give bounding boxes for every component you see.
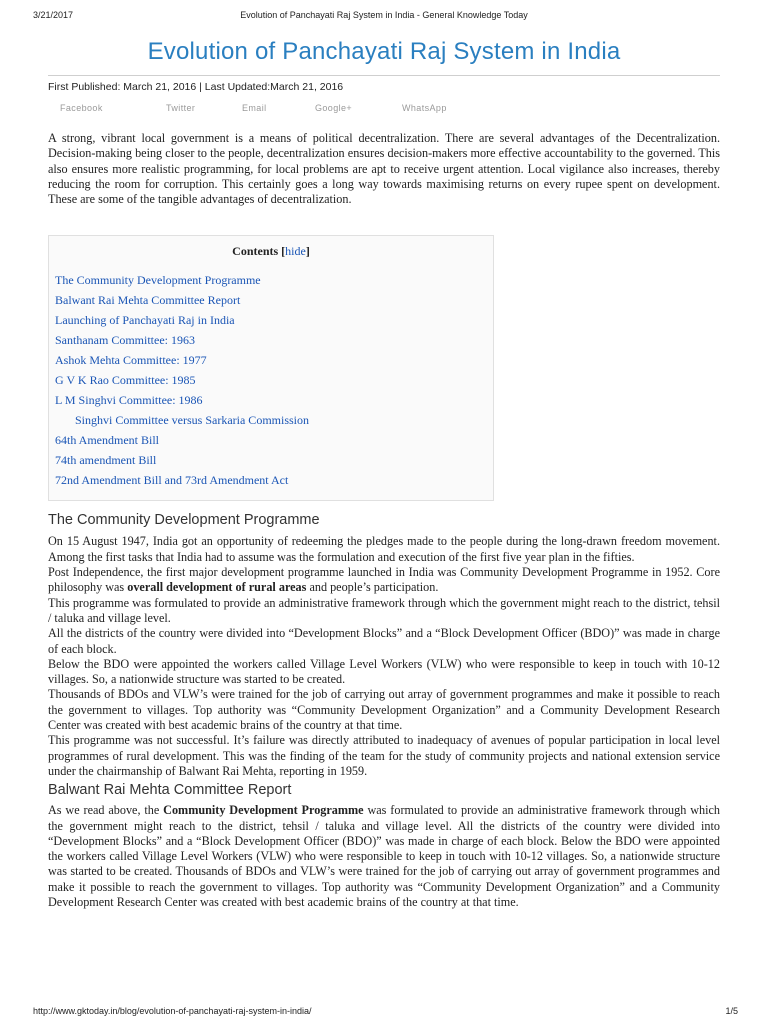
article-title: Evolution of Panchayati Raj System in India: [147, 38, 621, 65]
text-run: Post Independence, the first major development programme launched in India was Community Development Programme in 1952. Core philosophy was: [48, 565, 720, 595]
toc-link-ashok-mehta-committee[interactable]: Ashok Mehta Committee: 1977: [55, 353, 207, 368]
title-divider: [48, 75, 720, 76]
print-page-title: Evolution of Panchayati Raj System in India - General Knowledge Today: [240, 10, 528, 20]
toc-hide-link[interactable]: hide: [285, 244, 306, 259]
toc-link-community-development[interactable]: The Community Development Programme: [55, 273, 261, 288]
page-number: 1/5: [725, 1006, 738, 1016]
toc-link-launching-panchayati-raj[interactable]: Launching of Panchayati Raj in India: [55, 313, 235, 328]
section-balwant-rai-mehta: [48, 780, 720, 910]
text-run: As we read above, the: [48, 803, 164, 818]
toc-link-64th-amendment[interactable]: 64th Amendment Bill: [55, 433, 159, 448]
toc-bracket-open: [: [281, 244, 286, 259]
toc-link-singhvi-vs-sarkaria[interactable]: Singhvi Committee versus Sarkaria Commission: [75, 413, 309, 428]
share-bar: [48, 103, 720, 119]
publish-meta: First Published: March 21, 2016 | Last Updated:March 21, 2016: [48, 81, 344, 93]
share-facebook-link[interactable]: Facebook: [60, 103, 103, 113]
toc-heading: Contents: [232, 244, 279, 259]
section-paragraph: [48, 803, 720, 910]
print-date: 3/21/2017: [33, 10, 74, 20]
print-url: http://www.gktoday.in/blog/evolution-of-panchayati-raj-system-in-india/: [33, 1006, 312, 1016]
section-paragraph: This programme was not successful. It’s failure was directly attributed to inadequacy of avenues of popular participation in local level programmes of rural development. This was the finding of the team for the study of community projects and national extension service under the chairmanship of Balwant Rai Mehta, reporting in 1959.: [48, 733, 720, 778]
table-of-contents: [48, 235, 494, 501]
share-googleplus-link[interactable]: Google+: [315, 103, 353, 113]
section-paragraph: All the districts of the country were divided into “Development Blocks” and a “Block Development Officer (BDO)” was made in charge of each block.: [48, 626, 720, 656]
bold-text: overall development of rural areas: [127, 580, 307, 595]
toc-link-74th-amendment[interactable]: 74th amendment Bill: [55, 453, 157, 468]
toc-link-lm-singhvi-committee[interactable]: L M Singhvi Committee: 1986: [55, 393, 203, 408]
print-footer: [0, 1000, 768, 1024]
toc-link-santhanam-committee[interactable]: Santhanam Committee: 1963: [55, 333, 195, 348]
section-heading: The Community Development Programme: [48, 512, 320, 529]
toc-list: [49, 270, 493, 490]
toc-link-72nd-73rd-amendment[interactable]: 72nd Amendment Bill and 73rd Amendment Act: [55, 473, 289, 488]
toc-bracket-close: ]: [305, 244, 310, 259]
intro-paragraph: A strong, vibrant local government is a means of political decentralization. There are several advantages of the Decentralization. Decision-making being closer to the people, decentralization ensures decision-makers more effective accountability to the governed. This also ensures more realistic programming, for local problems are apt to receive urgent attention. Local vigilance also increases, thereby reducing the room for corruption. This certainly goes a long way towards maximising returns on every rupee spent on development. These are some of the tangible advantages of decentralization.: [48, 131, 720, 207]
share-email-link[interactable]: Email: [242, 103, 267, 113]
print-header: [0, 0, 768, 22]
toc-link-balwant-rai-mehta[interactable]: Balwant Rai Mehta Committee Report: [55, 293, 241, 308]
section-heading: Balwant Rai Mehta Committee Report: [48, 782, 292, 799]
article: [48, 36, 720, 910]
share-twitter-link[interactable]: Twitter: [166, 103, 196, 113]
section-paragraph: This programme was formulated to provide an administrative framework through which the government might reach to the district, tehsil / taluka and village level.: [48, 595, 720, 625]
text-run: was formulated to provide an administrative framework through which the government might reach to the district, tehsil / taluka and village level. All the districts of the country were divided into “Development Blocks” and a “Block Development Officer (BDO)” was made in charge of each block. Below the BDO were appointed the workers called Village Level Workers (VLW) who were responsible to keep in touch with 10-12 villages. So, a nationwide structure was started to be created. Thousands of BDOs and VLW’s were trained for the job of carrying out array of government programmes and make it possible to reach the government to villages. Top authority was “Community Development Organization” and a Community Development Research Center was created with best academic brains of the country at that time.: [48, 803, 720, 910]
section-community-development: [48, 510, 720, 779]
text-run: and people’s participation.: [306, 580, 439, 595]
section-paragraph: On 15 August 1947, India got an opportunity of redeeming the pledges made to the people during the long-drawn freedom movement. Among the first tasks that India had to assume was the formulation and execution of the first five year plan in the fifties.: [48, 534, 720, 564]
toc-link-gvk-rao-committee[interactable]: G V K Rao Committee: 1985: [55, 373, 196, 388]
share-whatsapp-link[interactable]: WhatsApp: [402, 103, 447, 113]
section-paragraph: Below the BDO were appointed the workers called Village Level Workers (VLW) who were responsible to keep in touch with 10-12 villages. So, a nationwide structure was started to be created.: [48, 656, 720, 687]
bold-text: Community Development Programme: [163, 803, 364, 818]
toc-title: [49, 244, 493, 259]
section-paragraph: [48, 565, 720, 596]
section-paragraph: Thousands of BDOs and VLW’s were trained for the job of carrying out array of government programmes and make it possible to reach the government to villages. Top authority was “Community Development Organization” and a Community Development Research Center was created with best academic brains of the country at that time.: [48, 687, 720, 733]
